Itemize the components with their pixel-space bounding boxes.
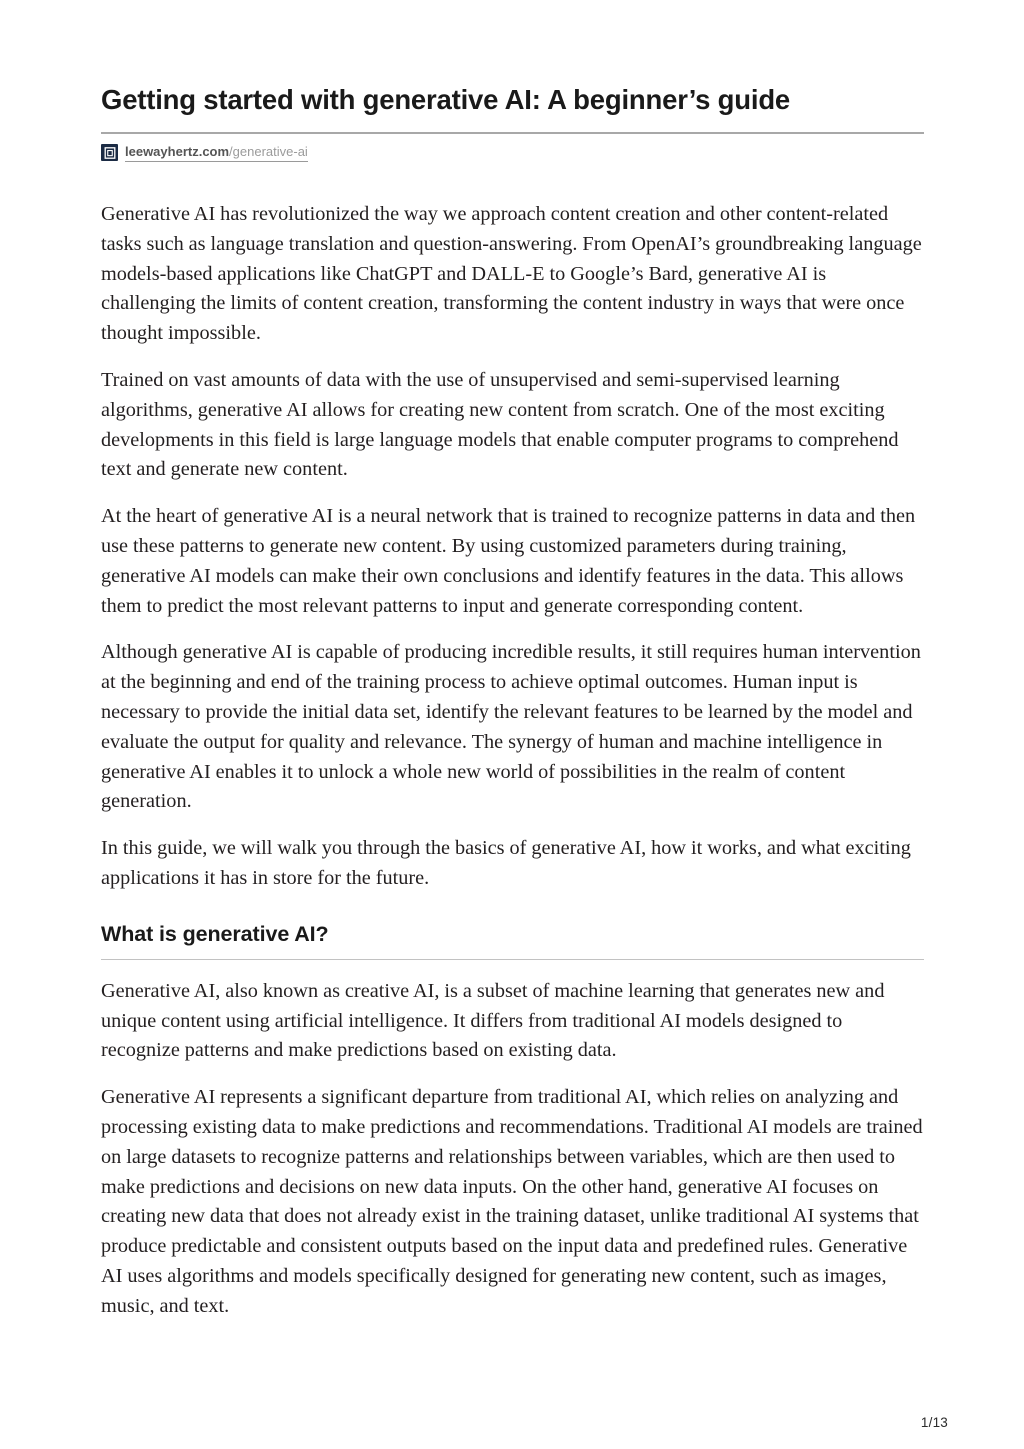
- paragraph: Generative AI has revolutionized the way we approach content creation and other content-related tasks such as language translation and question-answering. From OpenAI’s groundbreaking language models-based applications like ChatGPT and DALL-E to Google’s Bard, generative AI is challenging the limits of content creation, transforming the content industry in ways that were once thought impossible.: [101, 203, 922, 345]
- section-what-is-generative-ai: [101, 922, 924, 1322]
- page-title: Getting started with generative AI: A beginner’s guide: [101, 84, 791, 115]
- source-attribution: [101, 144, 924, 162]
- leewayhertz-favicon-icon: [101, 144, 118, 161]
- section-heading: What is generative AI?: [101, 921, 329, 946]
- paragraph: At the heart of generative AI is a neural network that is trained to recognize patterns in data and then use these patterns to generate new content. By using customized parameters during training, generative AI models can make their own conclusions and identify features in the data. This allows them to predict the most relevant patterns to input and generate corresponding content.: [101, 505, 916, 617]
- paragraph: Generative AI represents a significant departure from traditional AI, which relies on analyzing and processing existing data to make predictions and recommendations. Traditional AI models are trained on large datasets to recognize patterns and relationships between variables, which are then used to make predictions and decisions on new data inputs. On the other hand, generative AI focuses on creating new data that does not already exist in the training dataset, unlike traditional AI systems that produce predictable and consistent outputs based on the input data and predefined rules. Generative AI uses algorithms and models specifically designed for generating new content, such as images, music, and text.: [101, 1086, 923, 1317]
- paragraph: Generative AI, also known as creative AI, is a subset of machine learning that generates new and unique content using artificial intelligence. It differs from traditional AI models designed to recognize patterns and make predictions based on existing data.: [101, 979, 885, 1062]
- paragraph: Trained on vast amounts of data with the use of unsupervised and semi-supervised learning algorithms, generative AI allows for creating new content from scratch. One of the most exciting developments in this field is large language models that enable computer programs to comprehend text and generate new content.: [101, 368, 899, 481]
- intro-body: [101, 200, 924, 894]
- section-divider: [101, 959, 924, 960]
- source-url-link[interactable]: [125, 144, 308, 162]
- page-content: [101, 82, 924, 1322]
- page-number: 1/13: [920, 1415, 948, 1430]
- paragraph: Although generative AI is capable of producing incredible results, it still requires human intervention at the beginning and end of the training process to achieve optimal outcomes. Human input is necessary to provide the initial data set, identify the relevant features to be learned by the model and evaluate the output for quality and relevance. The synergy of human and machine intelligence in generative AI enables it to unlock a whole new world of possibilities in the realm of content generation.: [101, 641, 921, 813]
- paragraph: In this guide, we will walk you through the basics of generative AI, how it works, and what exciting applications it has in store for the future.: [101, 837, 911, 889]
- source-path: /generative-ai: [229, 143, 308, 159]
- source-domain: leewayhertz.com: [125, 143, 230, 159]
- title-divider: [101, 132, 924, 134]
